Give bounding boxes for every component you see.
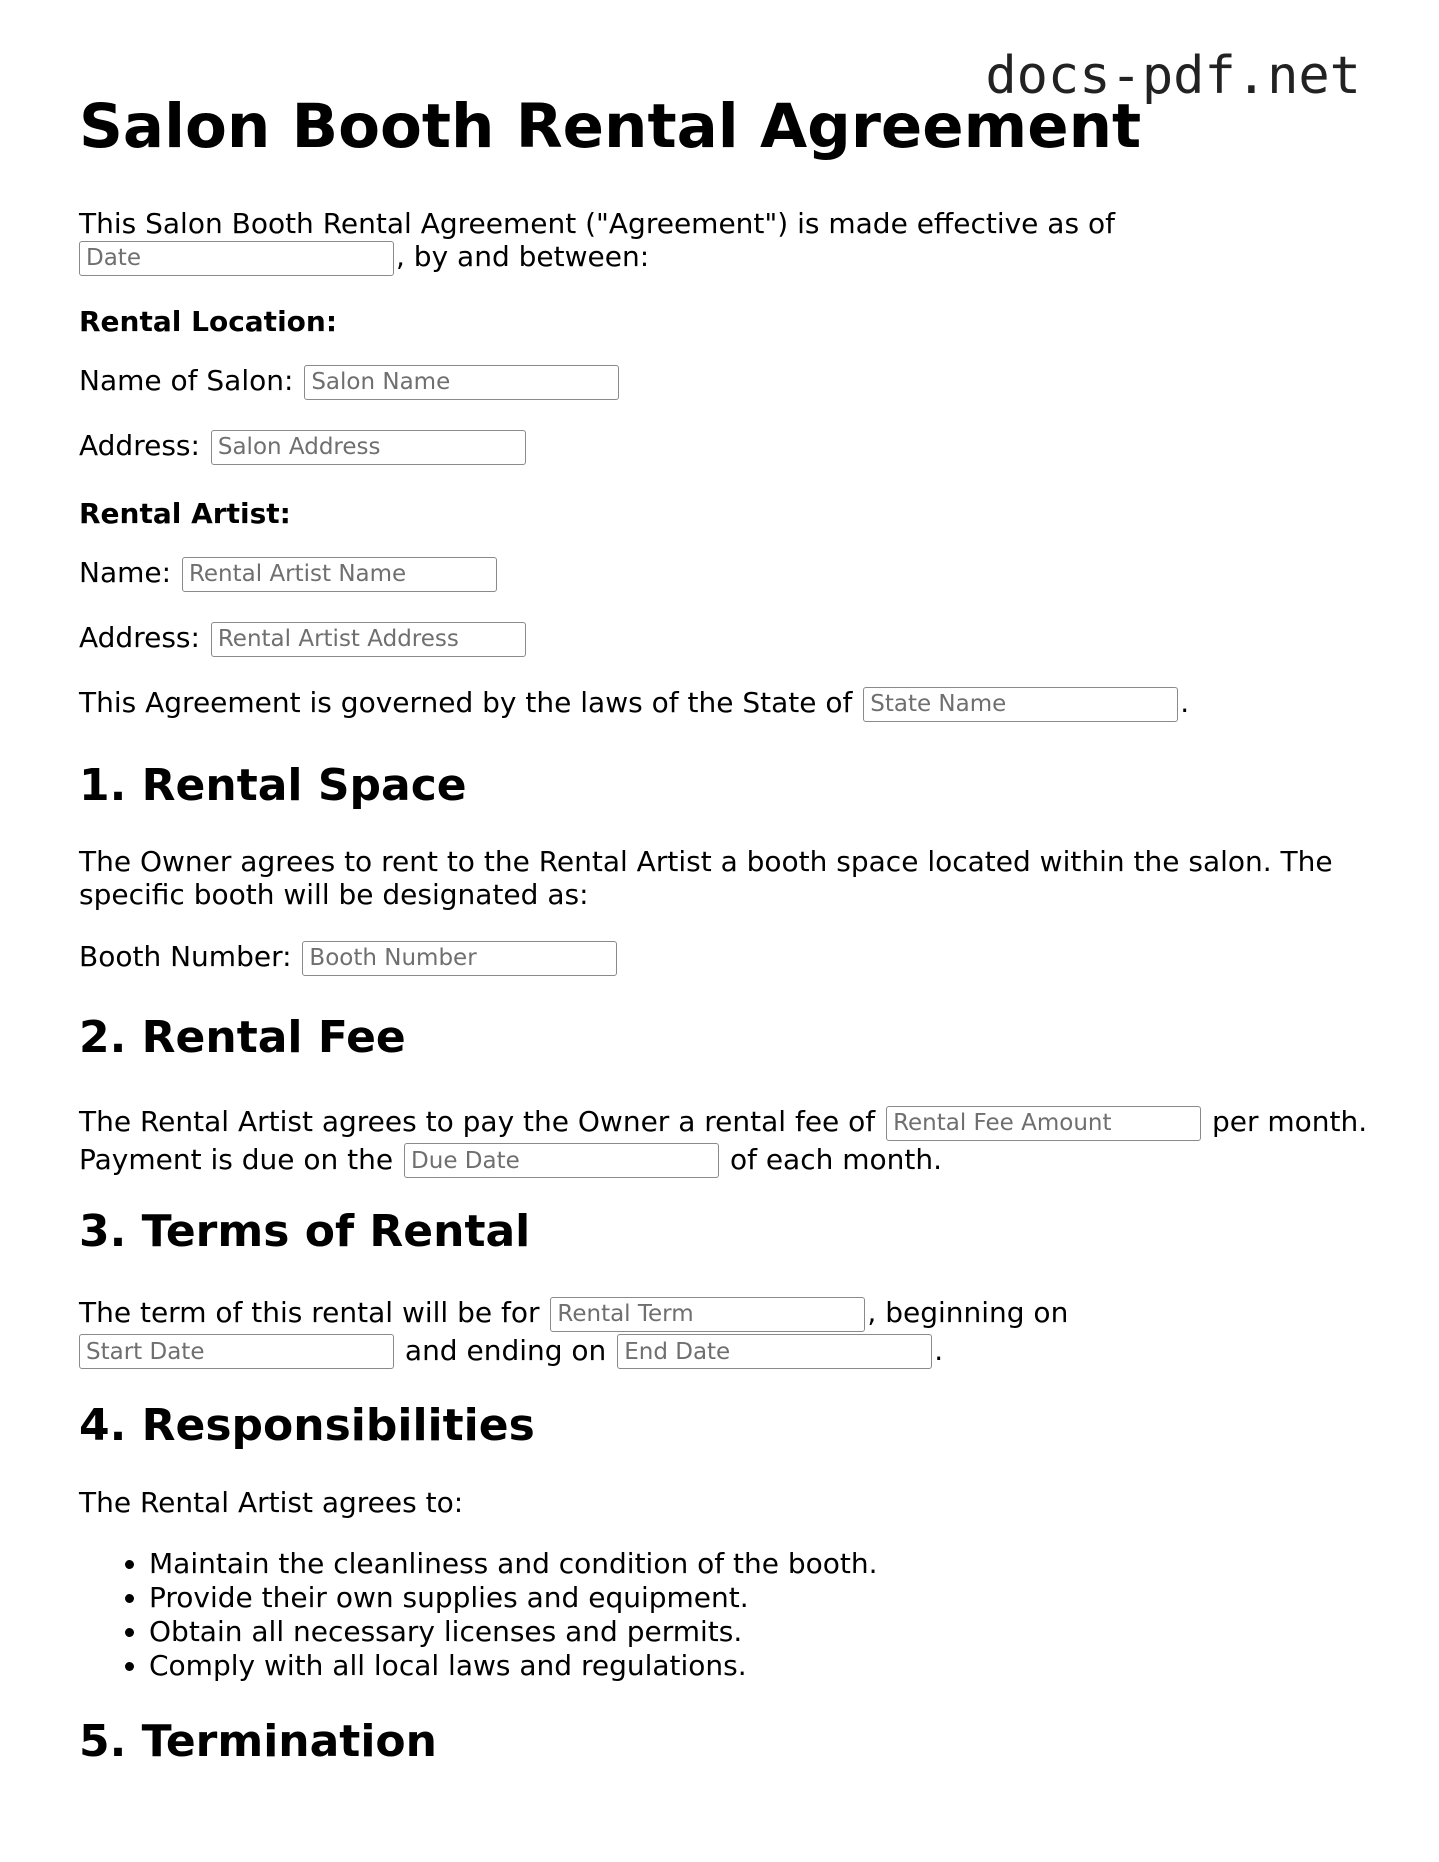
booth-number-row — [79, 940, 619, 976]
rental-term-field[interactable] — [550, 1297, 865, 1332]
governing-law-row — [79, 686, 1189, 722]
list-item: • Maintain the cleanliness and condition of the booth. — [149, 1547, 878, 1581]
section-1-heading: 1. Rental Space — [79, 760, 467, 811]
governing-law-text: This Agreement is governed by the laws of the State of — [79, 686, 853, 719]
governing-law-period: . — [1180, 686, 1190, 719]
salon-address-field[interactable] — [211, 430, 526, 465]
end-date-field[interactable] — [617, 1334, 932, 1369]
rental-location-heading: Rental Location: — [79, 305, 338, 338]
document-title: Salon Booth Rental Agreement — [79, 91, 1142, 162]
salon-name-row — [79, 364, 621, 400]
rental-artist-heading: Rental Artist: — [79, 497, 291, 530]
artist-address-field[interactable] — [211, 622, 526, 657]
section-1-text: The Owner agrees to rent to the Rental Artist a booth space located within the salon. The specific booth will be designated as: — [79, 845, 1333, 911]
salon-address-row — [79, 429, 528, 465]
intro-text: This Salon Booth Rental Agreement ("Agreement") is made effective as of — [79, 207, 1115, 240]
intro-paragraph — [79, 207, 1115, 276]
start-date-field[interactable] — [79, 1334, 394, 1369]
salon-name-field[interactable] — [304, 365, 619, 400]
artist-address-label: Address: — [79, 621, 200, 654]
watermark: docs-pdf.net — [985, 46, 1361, 106]
section-2-heading: 2. Rental Fee — [79, 1012, 406, 1063]
effective-date-field[interactable] — [79, 241, 394, 276]
responsibilities-intro: The Rental Artist agrees to: — [79, 1486, 464, 1519]
beginning-on-text: , beginning on — [867, 1296, 1069, 1329]
list-item: • Comply with all local laws and regulations. — [149, 1649, 878, 1683]
rental-term-text: The term of this rental will be for — [79, 1296, 540, 1329]
booth-number-field[interactable] — [302, 941, 617, 976]
list-item: • Obtain all necessary licenses and permits. — [149, 1615, 878, 1649]
section-5-heading: 5. Termination — [79, 1716, 437, 1767]
artist-name-label: Name: — [79, 556, 172, 589]
rental-fee-field[interactable] — [886, 1106, 1201, 1141]
artist-name-row — [79, 556, 499, 592]
artist-name-field[interactable] — [182, 557, 497, 592]
section-3-paragraph — [79, 1294, 1099, 1369]
due-date-field[interactable] — [404, 1143, 719, 1178]
booth-number-label: Booth Number: — [79, 940, 292, 973]
salon-name-label: Name of Salon: — [79, 364, 294, 397]
due-date-text: per month. Payment is due on the — [79, 1105, 1368, 1176]
artist-address-row — [79, 621, 528, 657]
list-item: • Provide their own supplies and equipment. — [149, 1581, 878, 1615]
due-date-text-after: of each month. — [729, 1142, 943, 1176]
section-3-heading: 3. Terms of Rental — [79, 1206, 531, 1257]
section-4-heading: 4. Responsibilities — [79, 1400, 535, 1451]
intro-text-after: , by and between: — [396, 240, 650, 273]
term-period: . — [934, 1333, 944, 1367]
responsibilities-list — [79, 1547, 878, 1683]
salon-address-label: Address: — [79, 429, 200, 462]
rental-fee-text: The Rental Artist agrees to pay the Owner a rental fee of — [79, 1105, 876, 1138]
ending-on-text: and ending on — [404, 1333, 607, 1367]
section-2-paragraph — [79, 1103, 1369, 1178]
state-name-field[interactable] — [863, 687, 1178, 722]
